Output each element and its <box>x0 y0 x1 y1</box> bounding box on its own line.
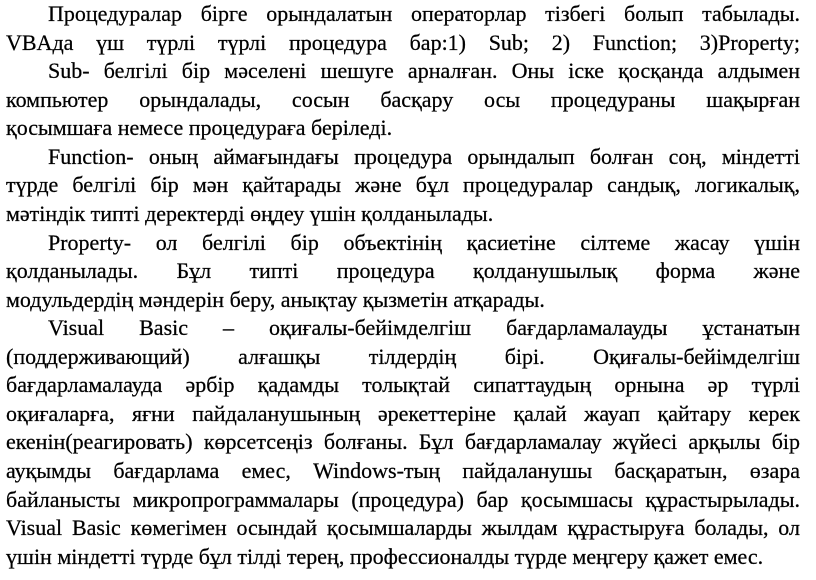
text-line-20: үшін міндетті түрде бұл тілді терең, профессионалды түрде меңгеру қажет емес. <box>6 543 764 569</box>
text-line-12: Visual Basic – оқиғалы-бейімделгіш бағдарламалауды ұстанатын <box>48 315 800 341</box>
text-line-4: компьютер орындалады, сосын басқару осы процедураны шақырған <box>6 86 800 112</box>
text-line-14: бағдарламалауда әрбір қадамды толықтай сипаттаудың орнына әр түрлі <box>6 372 800 398</box>
text-line-18: байланысты микропрограммалары (процедура) бар қосымшасы құрастырылады. <box>6 486 800 512</box>
text-line-1: Процедуралар бірге орындалатын операторлар тізбегі болып табылады. <box>48 1 800 26</box>
text-line-5: қосымшаға немесе процедураға беріледі. <box>6 115 393 141</box>
text-line-7: түрде белгілі бір мән қайтарады және бұл процедуралар сандық, логикалық, <box>6 172 800 198</box>
text-line-17: ауқымды бағдарлама емес, Windows-тың пайдаланушы басқаратын, өзара <box>6 458 800 484</box>
text-line-8: мәтіндік типті деректерді өңдеу үшін қолданылады. <box>6 200 494 226</box>
text-line-9: Property- ол белгілі бір объектінің қасиетіне сілтеме жасау үшін <box>48 229 800 255</box>
text-line-13: (поддерживающий) алғашқы тілдердің бірі. Оқиғалы-бейімделгіш <box>6 343 800 369</box>
text-line-10: қолданылады. Бұл типті процедура қолданушылық форма және <box>6 258 800 284</box>
text-line-3: Sub- белгілі бір мәселені шешуге арналған. Оны іске қосқанда алдымен <box>48 58 800 84</box>
text-line-11: модульдердің мәндерін беру, анықтау қызметін атқарады. <box>6 286 545 312</box>
text-line-16: екенін(реагировать) көрсетсеңіз болғаны. Бұл бағдарламалау жүйесі арқылы бір <box>6 429 800 455</box>
text-line-15: оқиғаларға, яғни пайдаланушының әрекеттеріне қалай жауап қайтару керек <box>6 400 800 426</box>
text-line-19: Visual Basic көмегімен осындай қосымшаларды жылдам құрастыруға болады, ол <box>6 515 800 541</box>
text-line-6: Function- оның аймағындағы процедура орындалып болған соң, міндетті <box>48 143 800 169</box>
text-line-2: VBAда үш түрлі түрлі процедура бар:1) Sub; 2) Function; 3)Property; <box>6 29 800 55</box>
